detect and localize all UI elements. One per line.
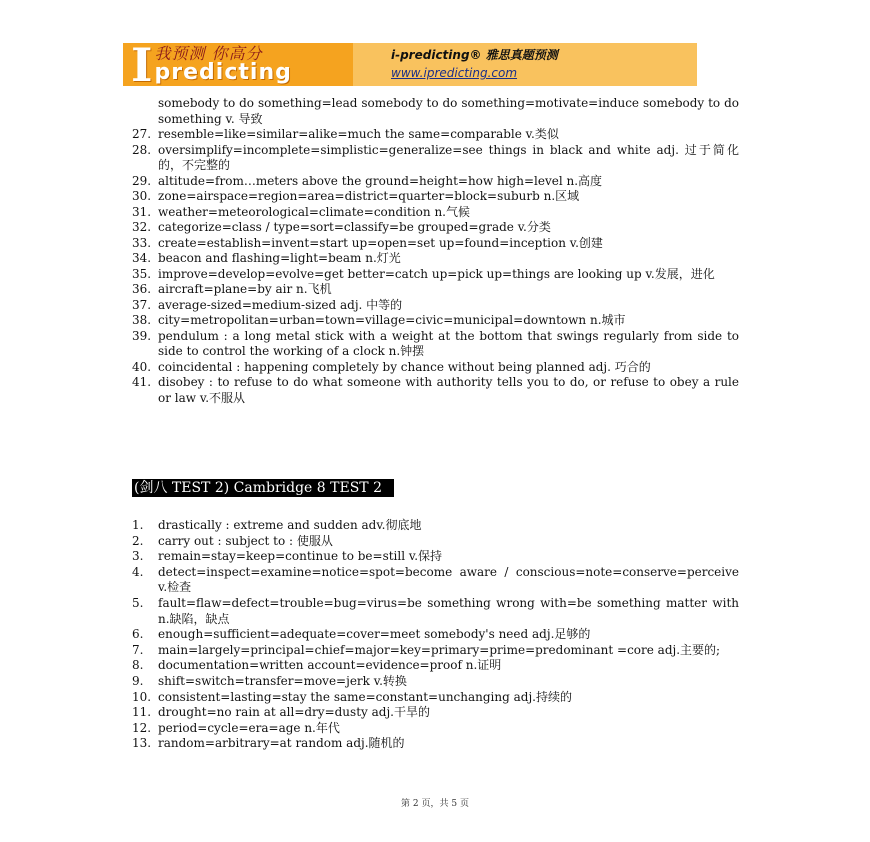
- entry-number: 5.: [132, 595, 144, 610]
- entry-text: resemble=like=similar=alike=much the same=comparable v.类似: [158, 127, 559, 141]
- entry-number: 39.: [132, 328, 152, 343]
- vocab-entry: [132, 143, 739, 174]
- entry-number: 34.: [132, 251, 152, 265]
- entry-text: categorize=class / type=sort=classify=be grouped=grade v.分类: [158, 220, 551, 234]
- entry-text: improve=develop=evolve=get better=catch up=pick up=things are looking up v.发展，进化: [158, 266, 715, 281]
- vocab-entry: [132, 518, 739, 534]
- header-banner: [123, 37, 697, 92]
- vocab-entry: [132, 690, 739, 706]
- vocab-entry: [132, 360, 739, 376]
- vocab-entry: [132, 174, 739, 190]
- entry-text: detect=inspect=examine=notice=spot=become aware / conscious=note=conserve=perceive v.检查: [158, 564, 739, 595]
- entry-text: consistent=lasting=stay the same=constant=unchanging adj.持续的: [158, 689, 572, 704]
- website-link[interactable]: www.ipredicting.com: [391, 66, 518, 80]
- entry-number: 3.: [132, 549, 144, 564]
- vocab-entry: [132, 251, 739, 267]
- entry-text: drought=no rain at all=dry=dusty adj.干旱的: [158, 705, 430, 720]
- entry-text: period=cycle=era=age n.年代: [158, 720, 340, 735]
- entry-number: 8.: [132, 658, 144, 673]
- entry-number: 32.: [132, 220, 152, 234]
- entry-number: 31.: [132, 204, 152, 219]
- entry-number: 12.: [132, 720, 152, 735]
- vocab-entry: [132, 267, 739, 283]
- entry-number: 40.: [132, 359, 152, 374]
- entry-number: 37.: [132, 297, 152, 312]
- entry-text: fault=flaw=defect=trouble=bug=virus=be something wrong with=be something matter with n.缺陷，缺点: [158, 595, 739, 626]
- entry-number: 11.: [132, 705, 152, 720]
- logo-text: [154, 43, 292, 85]
- entry-number: 10.: [132, 689, 152, 704]
- entry-number: 38.: [132, 313, 152, 327]
- logo-slogan: 我预测 你高分: [154, 43, 263, 63]
- vocab-entry: [132, 236, 739, 252]
- entry-text: beacon and flashing=light=beam n.灯光: [158, 251, 401, 265]
- entry-number: 30.: [132, 189, 152, 203]
- vocab-entry: [132, 313, 739, 329]
- vocab-entry: [132, 127, 739, 143]
- entry-text: carry out : subject to : 使服从: [158, 533, 333, 548]
- vocab-entry: [132, 565, 739, 596]
- entry-text: zone=airspace=region=area=district=quarter=block=suburb n.区域: [158, 189, 580, 203]
- entry-number: 33.: [132, 235, 152, 250]
- entry-number: 2.: [132, 533, 144, 548]
- vocab-entry: [132, 658, 739, 674]
- entry-text: altitude=from…meters above the ground=height=how high=level n.高度: [158, 173, 603, 188]
- entry-number: 29.: [132, 173, 152, 188]
- entry-text: create=establish=invent=start up=open=set up=found=inception v.创建: [158, 235, 603, 250]
- page-footer: 第 2 页，共 5 页: [401, 799, 469, 809]
- entry-number: 36.: [132, 282, 152, 296]
- vocab-entry: [132, 549, 739, 565]
- vocab-entry: [132, 721, 739, 737]
- vocab-entry: [132, 205, 739, 221]
- entry-text: remain=stay=keep=continue to be=still v.保持: [158, 549, 443, 564]
- entry-number: 41.: [132, 375, 152, 389]
- entry-text: pendulum : a long metal stick with a weight at the bottom that swings regularly from side to side to control the working of a clock n.钟摆: [158, 328, 739, 358]
- entry-number: 4.: [132, 564, 144, 579]
- entry-text: aircraft=plane=by air n.飞机: [158, 282, 332, 296]
- vocab-entry: [132, 329, 739, 360]
- entry-number: 27.: [132, 127, 152, 141]
- entry-number: 9.: [132, 673, 144, 688]
- entry-text: oversimplify=incomplete=simplistic=generalize=see things in black and white adj. 过于简化的，不完整的: [158, 142, 739, 172]
- ipredicting-logo: [123, 37, 353, 92]
- vocab-entry: [132, 220, 739, 236]
- vocab-entry: [132, 643, 739, 659]
- vocab-entry: [132, 674, 739, 690]
- vocab-entry: [132, 736, 739, 752]
- vocab-entry: [132, 627, 739, 643]
- entry-text: shift=switch=transfer=move=jerk v.转换: [158, 673, 407, 688]
- logo-letter: I: [131, 37, 153, 92]
- brand-title: i-predicting® 雅思真题预测: [391, 48, 558, 62]
- banner-brand-area: [353, 43, 697, 86]
- section-heading: (剑八 TEST 2) Cambridge 8 TEST 2: [132, 479, 394, 497]
- entry-text: coincidental : happening completely by chance without being planned adj. 巧合的: [158, 359, 651, 374]
- entry-text: random=arbitrary=at random adj.随机的: [158, 736, 405, 751]
- vocab-list-1: [132, 96, 739, 406]
- entry-text: drastically : extreme and sudden adv.彻底地: [158, 518, 422, 532]
- entry-text: main=largely=principal=chief=major=key=primary=prime=predominant =core adj.主要的;: [158, 642, 721, 657]
- entry-number: 13.: [132, 736, 152, 751]
- entry-text: disobey : to refuse to do what someone with authority tells you to do, or refuse to obey a rule or law v.不服从: [158, 375, 739, 405]
- vocab-entry: [132, 534, 739, 550]
- entry-text: weather=meteorological=climate=condition n.气候: [158, 204, 470, 219]
- entry-text: enough=sufficient=adequate=cover=meet somebody's need adj.足够的: [158, 627, 591, 642]
- vocab-entry: [132, 705, 739, 721]
- entry-number: 35.: [132, 266, 152, 281]
- entry-number: 6.: [132, 627, 144, 642]
- vocab-entry: [132, 298, 739, 314]
- entry-text: documentation=written account=evidence=proof n.证明: [158, 658, 502, 673]
- vocab-entry: [132, 596, 739, 627]
- vocab-entry: [132, 189, 739, 205]
- entry-number: 28.: [132, 142, 152, 157]
- entry-number: 1.: [132, 518, 144, 532]
- vocab-entry: [132, 375, 739, 406]
- vocab-list-2: [132, 518, 739, 752]
- continued-entry: somebody to do something=lead somebody to do something=motivate=induce somebody to do something v. 导致: [158, 96, 739, 126]
- vocab-entry: [132, 282, 739, 298]
- logo-word: predicting: [154, 59, 292, 85]
- entry-number: 7.: [132, 642, 144, 657]
- entry-text: average-sized=medium-sized adj. 中等的: [158, 297, 403, 312]
- entry-text: city=metropolitan=urban=town=village=civic=municipal=downtown n.城市: [158, 313, 626, 327]
